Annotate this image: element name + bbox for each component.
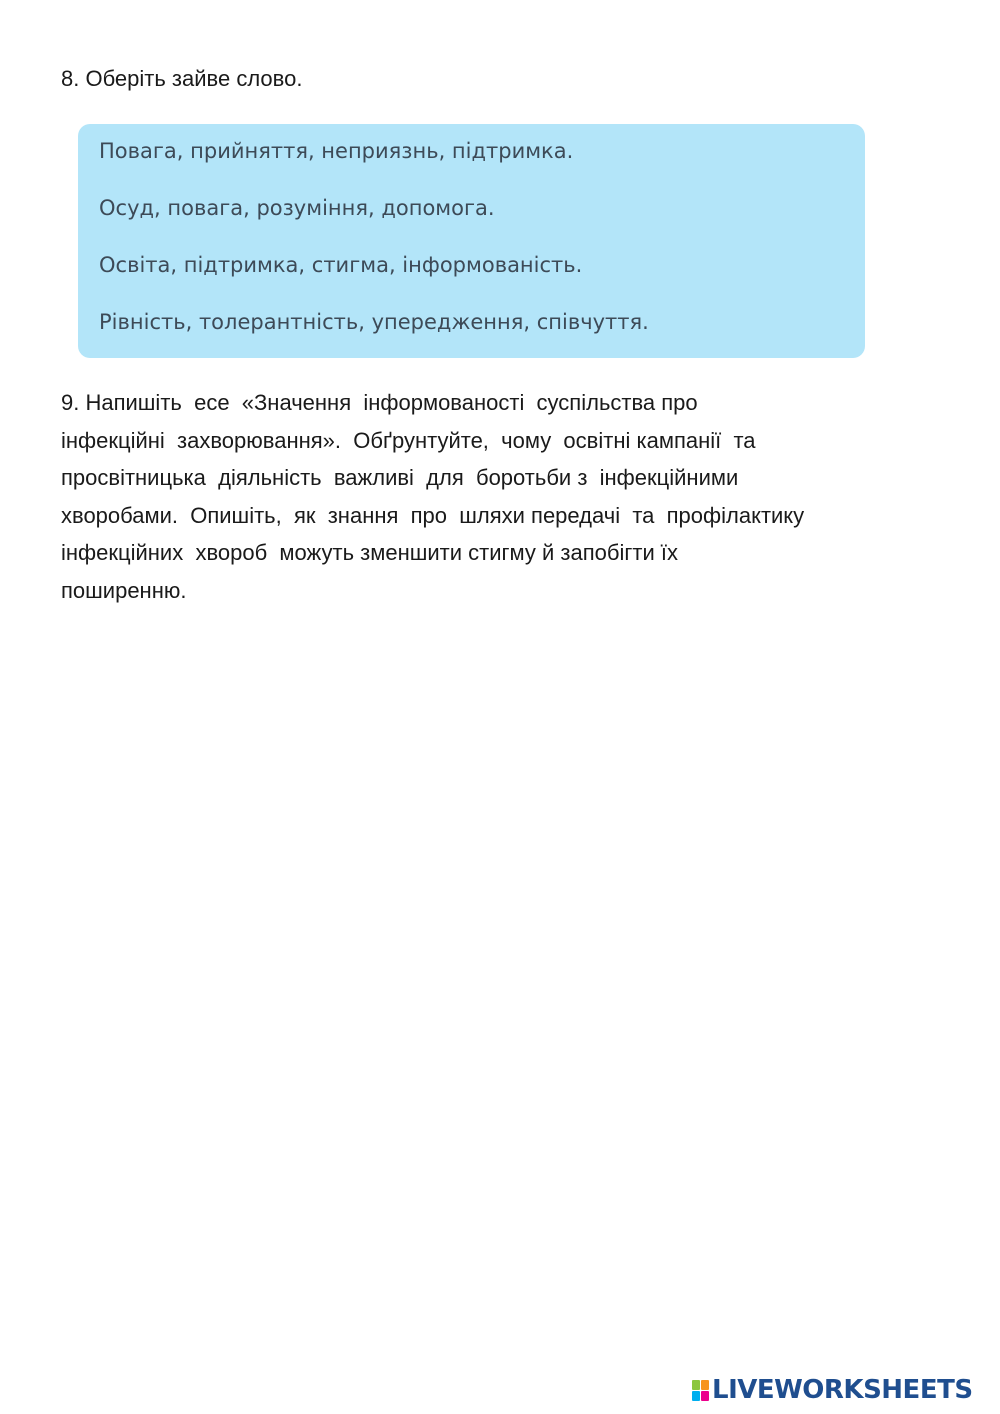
question-8-title: 8. Оберіть зайве слово. [61,66,303,91]
word-option-2: Осуд, повага, розуміння, допомога. [99,196,495,220]
word-option-4: Рівність, толерантність, упередження, співчуття. [99,310,649,334]
question-9-line: поширенню. [61,577,187,603]
liveworksheets-logo[interactable] [692,1374,973,1406]
word-option-3: Освіта, підтримка, стигма, інформованість. [99,253,583,277]
question-9-line: інфекційних хвороб можуть зменшити стигму й запобігти їх [61,540,678,566]
word-option-1: Повага, прийняття, неприязнь, підтримка. [99,139,574,163]
liveworksheets-logo-icon [692,1380,709,1401]
word-options-box [78,124,865,358]
question-9-text [61,388,941,614]
question-9-line: 9. Напишіть есе «Значення інформованості суспільства про [61,390,698,415]
question-9-line: інфекційні захворювання». Обґрунтуйте, чому освітні кампанії та [61,427,756,453]
question-9-line: просвітницька діяльність важливі для боротьби з інфекційними [61,465,739,491]
logo-text: LIVEWORKSHEETS [712,1375,973,1405]
question-9-line: хворобами. Опишіть, як знання про шляхи передачі та профілактику [61,502,805,528]
